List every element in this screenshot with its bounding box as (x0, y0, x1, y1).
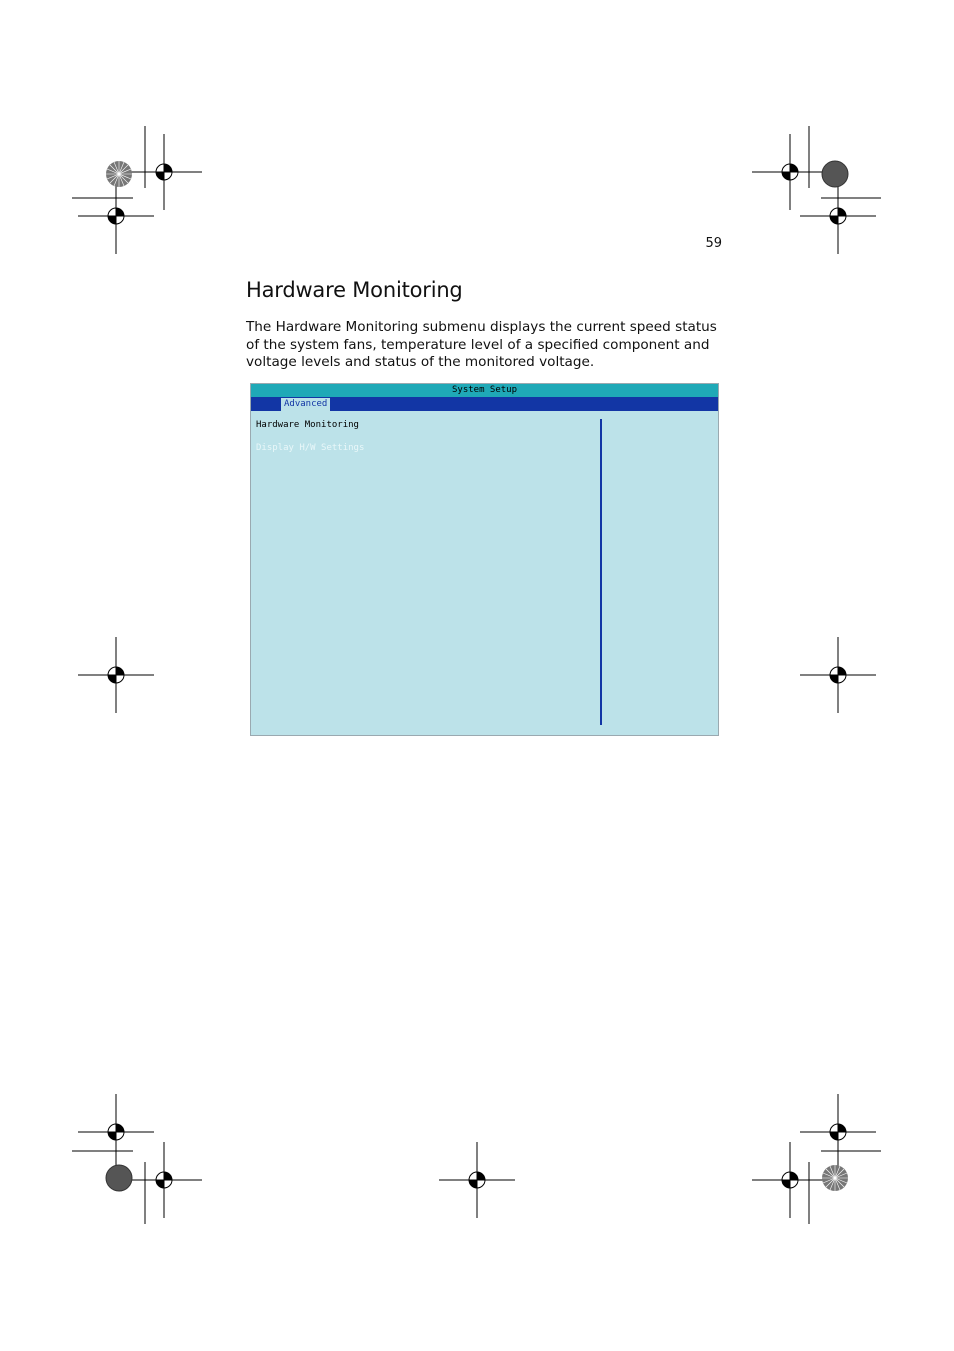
menu-item-display-hw-settings[interactable]: Display H/W Settings (256, 443, 365, 453)
dark-disc-icon (821, 160, 849, 188)
crosshair-icon (126, 1142, 202, 1218)
crosshair-icon (800, 178, 876, 254)
intro-paragraph: The Hardware Monitoring submenu displays the current speed status of the system fans, temperature level of a specified component and voltage levels and status of the monitored voltage. (246, 319, 717, 371)
crosshair-icon (752, 1142, 828, 1218)
page-title: Hardware Monitoring (246, 278, 463, 302)
starburst-icon (105, 160, 133, 188)
crosshair-icon (800, 637, 876, 713)
bios-window-title: System Setup (251, 384, 718, 397)
starburst-icon (821, 1164, 849, 1192)
crosshair-icon (78, 178, 154, 254)
bios-setup-screen (250, 383, 719, 736)
page-number: 59 (705, 236, 722, 251)
dark-disc-icon (105, 1164, 133, 1192)
crosshair-icon (78, 637, 154, 713)
bios-menu-bar (251, 397, 718, 411)
bios-submenu-heading: Hardware Monitoring (256, 420, 359, 430)
tab-advanced[interactable]: Advanced (281, 398, 330, 411)
bios-help-divider (600, 419, 602, 725)
crosshair-icon (439, 1142, 515, 1218)
